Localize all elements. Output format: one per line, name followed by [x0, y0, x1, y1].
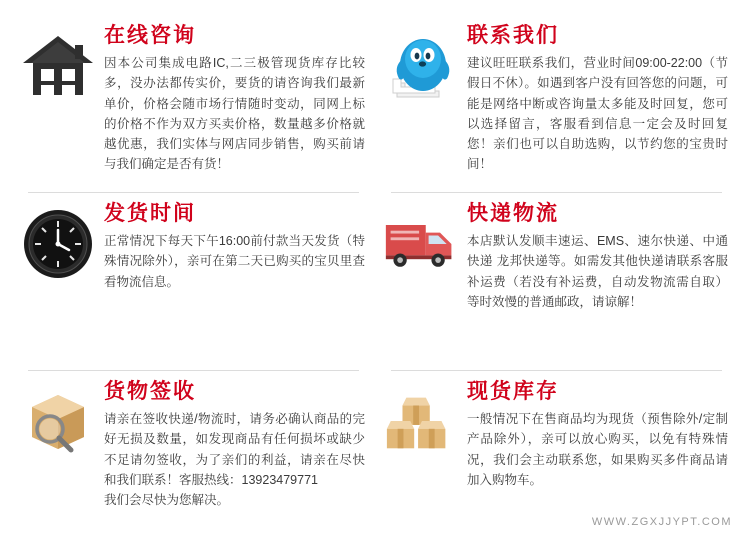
section-express-logistics — [375, 192, 738, 370]
section-text — [104, 409, 365, 510]
section-online-consult — [12, 14, 375, 192]
divider — [391, 370, 722, 371]
truck-icon — [383, 206, 459, 282]
section-text-after: 我们会尽快为您解决。 — [104, 493, 230, 508]
section-body — [104, 200, 365, 292]
section-heading: 现货库存 — [467, 380, 559, 403]
section-text: 建议旺旺联系我们，营业时间09:00-22:00（节假日不休）。如遇到客户没有回答您的问题，可能是网络中断或咨询量太多能及时回复，您可以选择留言，客服看到信息一定会及时回复您！亲们也可以自助选购，以节约您的宝贵时间！ — [467, 56, 728, 172]
section-body — [467, 200, 728, 312]
section-text: 本店默认发顺丰速运、EMS、速尔快递、中通快递 龙邦快递等。如需发其他快递请联系客服补运费（若没有补运费，自动发物流需自取）等时效慢的普通邮政，请谅解！ — [467, 234, 728, 309]
divider — [28, 192, 359, 193]
section-body — [467, 378, 728, 490]
section-heading: 快递物流 — [467, 202, 559, 225]
section-shipping-time — [12, 192, 375, 370]
section-body — [104, 378, 365, 510]
clock-icon — [20, 206, 96, 282]
divider — [28, 370, 359, 371]
section-contact-us — [375, 14, 738, 192]
section-text: 因本公司集成电路IC,二三极管现货库存比较多，没办法都传实价，要货的请咨询我们最新单价，价格会随市场行情随时变动，同网上标的价格不作为双方买卖价格，数量越多价格就越优惠，我们实体与网店同步销售，购买前请与我们确定是否有货！ — [104, 56, 365, 172]
section-heading: 发货时间 — [104, 202, 196, 225]
divider — [391, 192, 722, 193]
hotline-number: 13923479771 — [241, 472, 318, 487]
section-text-main: 请亲在签收快递/物流时，请务必确认商品的完好无损及数量，如发现商品有任何损坏或缺少不足请勿签收，为了亲们的利益，请亲在尽快和我们联系！客服热线： — [104, 412, 365, 487]
house-icon — [20, 28, 96, 104]
section-body — [104, 22, 365, 175]
info-grid — [12, 14, 738, 522]
section-stock-inventory — [375, 370, 738, 522]
magnifier-box-icon — [20, 384, 96, 460]
boxes-icon — [383, 384, 459, 460]
section-text: 正常情况下每天下午16:00前付款当天发货（特殊情况除外），亲可在第二天已购买的宝贝里查看物流信息。 — [104, 234, 365, 289]
qq-penguin-icon — [383, 28, 459, 104]
section-goods-receipt — [12, 370, 375, 522]
section-heading: 在线咨询 — [104, 24, 196, 47]
section-heading: 货物签收 — [104, 380, 196, 403]
watermark: WWW.ZGXJJYPT.COM — [591, 516, 732, 528]
section-body — [467, 22, 728, 175]
section-heading: 联系我们 — [467, 24, 559, 47]
section-text: 一般情况下在售商品均为现货（预售除外/定制产品除外），亲可以放心购买，以免有特殊情况，我们会主动联系您，如果购买多件商品请加入购物车。 — [467, 412, 728, 487]
